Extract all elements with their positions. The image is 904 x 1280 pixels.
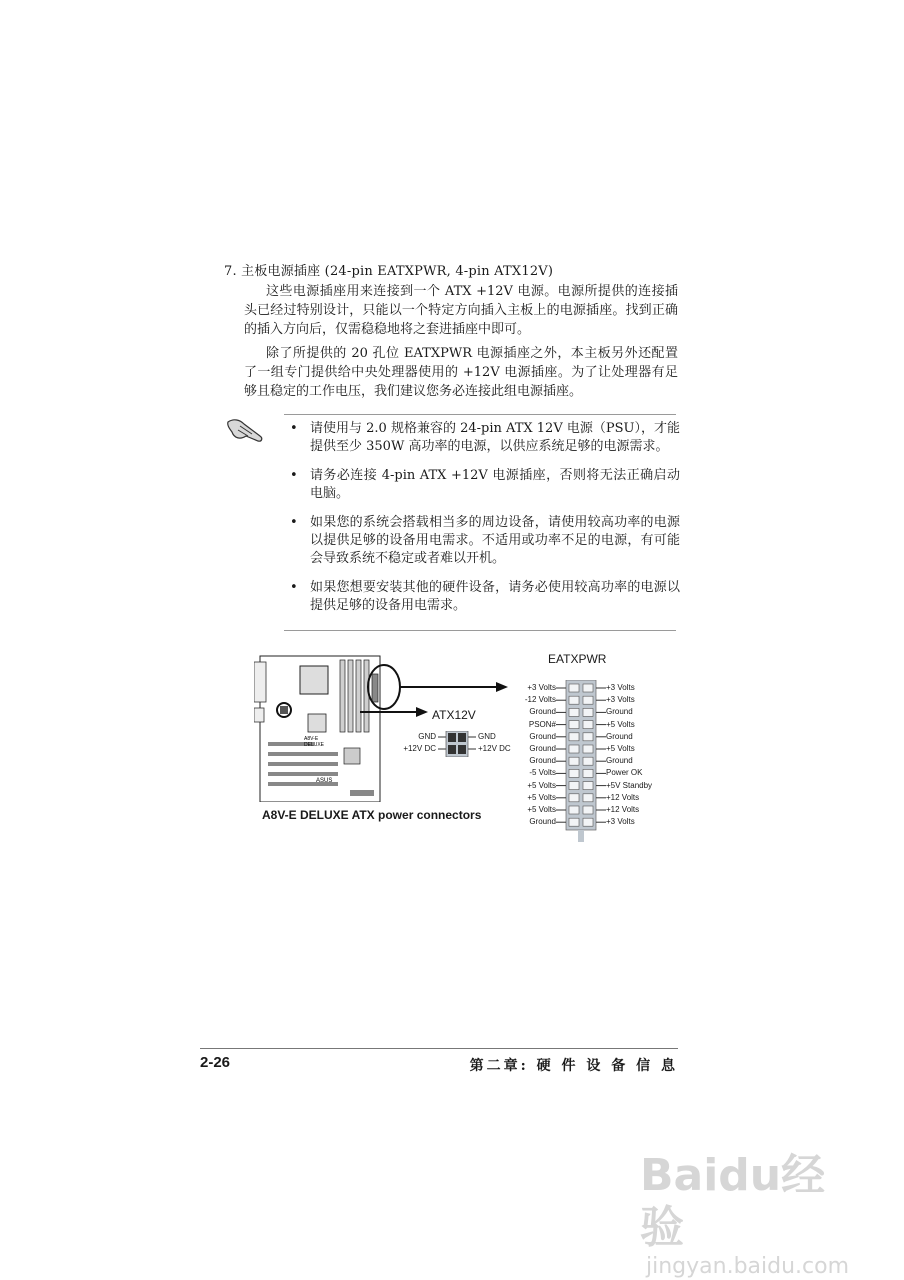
pin-label: +12 Volts (606, 792, 640, 802)
pin-label: +3 Volts (606, 683, 635, 692)
atx12v-title: ATX12V (432, 708, 476, 722)
eatxpwr-connector (556, 680, 606, 844)
pin-socket (569, 806, 579, 814)
note-item (290, 514, 680, 568)
pin-socket (583, 757, 593, 765)
paragraph-1: 这些电源插座用来连接到一个 ATX +12V 电源。电源所提供的连接插头已经过特别设计，只能以一个特定方向插入主板上的电源插座。找到正确的插入方向后，仅需稳稳地将之套进插座中即可。 (244, 284, 678, 337)
notes-top-divider (284, 414, 676, 415)
board-label: DELUXE (304, 742, 325, 748)
pin-label: GND (418, 732, 436, 741)
bullet-icon: • (290, 515, 298, 530)
watermark-brand: Baidu经验 (640, 1150, 826, 1253)
chapter-title: 第二章: 硬 件 设 备 信 息 (469, 1058, 678, 1074)
section-heading: 7. 主板电源插座 (24-pin EATXPWR, 4-pin ATX12V) (224, 264, 554, 279)
note-text: 如果您的系统会搭载相当多的周边设备，请使用较高功率的电源以提供足够的设备用电需求。不适用或功率不足的电源，有可能会导致系统不稳定或者难以开机。 (310, 515, 680, 566)
pin-label: +5 Volts (606, 719, 635, 729)
pin-label: +12 Volts (606, 805, 640, 815)
pin-label: Ground (529, 707, 556, 717)
note-item (290, 420, 680, 456)
pin-label: Ground (529, 731, 556, 741)
board-label: ASUS (316, 778, 333, 784)
board-label: A8V-E (304, 736, 319, 742)
pin-socket (569, 696, 579, 704)
note-item (290, 579, 680, 615)
note-text: 如果您想要安装其他的硬件设备，请务必使用较高功率的电源以提供足够的设备用电需求。 (310, 580, 680, 613)
pin-socket (583, 806, 593, 814)
pin-label: +5 Volts (606, 744, 635, 754)
pin-socket (583, 818, 593, 826)
pin-label: Ground (606, 756, 633, 766)
bullet-icon: • (290, 468, 298, 483)
pin-socket (583, 782, 593, 790)
atx12v-connector (438, 731, 476, 757)
pin-label: GND (478, 732, 496, 741)
pin-label: -12 Volts (524, 695, 556, 705)
pin-label: Ground (606, 731, 633, 741)
pin-socket (569, 794, 579, 802)
eatxpwr-right-labels (606, 682, 652, 828)
baidu-watermark (640, 1150, 850, 1279)
pin-label: +5 Volts (527, 780, 556, 790)
pin-label: +12V DC (478, 744, 511, 754)
pin-label: +5V Standby (606, 780, 653, 790)
notes-list (290, 420, 680, 626)
footer-divider (200, 1048, 678, 1049)
pin-socket (583, 696, 593, 704)
paragraph-2: 除了所提供的 20 孔位 EATXPWR 电源插座之外，本主板另外还配置了一组专门提供给中央处理器使用的 +12V 电源插座。为了让处理器有足够且稳定的工作电压，我们建议您务必连接此组电源插座。 (244, 346, 678, 399)
figure-caption: A8V-E DELUXE ATX power connectors (262, 808, 482, 822)
pin-label: Ground (529, 817, 556, 827)
pin-socket (569, 708, 579, 716)
pin-socket (569, 721, 579, 729)
pin-label: +5 Volts (527, 805, 556, 815)
hand-pointing-icon (226, 416, 266, 444)
pin-socket (583, 794, 593, 802)
note-text: 请使用与 2.0 规格兼容的 24-pin ATX 12V 电源（PSU），才能提供至少 350W 高功率的电源，以供应系统足够的电源需求。 (310, 421, 680, 454)
pin-socket (583, 684, 593, 692)
pin-label: +3 Volts (606, 817, 635, 827)
pin-socket (583, 769, 593, 777)
pin-label: +3 Volts (527, 683, 556, 692)
note-item (290, 467, 680, 503)
notes-bottom-divider (284, 630, 676, 631)
pin-label: -5 Volts (529, 768, 556, 778)
pin-label: +5 Volts (527, 792, 556, 802)
bullet-icon: • (290, 421, 298, 436)
watermark-url: jingyan.baidu.com (646, 1254, 850, 1279)
pin-socket (569, 782, 579, 790)
pin-label: PSON# (528, 719, 556, 729)
pin-label: Ground (529, 756, 556, 766)
page-number: 2-26 (200, 1054, 231, 1071)
pin-socket (569, 769, 579, 777)
pin-label: Ground (606, 707, 633, 717)
pin-socket (569, 745, 579, 753)
note-text: 请务必连接 4-pin ATX +12V 电源插座，否则将无法正确启动电脑。 (310, 468, 680, 501)
pin-socket (583, 733, 593, 741)
pin-label: +3 Volts (606, 695, 635, 705)
pin-socket (583, 721, 593, 729)
pin-socket (583, 708, 593, 716)
pin-socket (569, 818, 579, 826)
eatxpwr-title: EATXPWR (548, 652, 607, 666)
pin-socket (569, 757, 579, 765)
bullet-icon: • (290, 580, 298, 595)
pin-socket (569, 733, 579, 741)
eatxpwr-left-labels (500, 682, 556, 828)
pin-label: Ground (529, 744, 556, 754)
pin-label: Power OK (606, 768, 643, 778)
pin-socket (583, 745, 593, 753)
atx12v-left-labels (398, 731, 436, 755)
pin-socket (569, 684, 579, 692)
pin-label: +12V DC (403, 744, 436, 754)
